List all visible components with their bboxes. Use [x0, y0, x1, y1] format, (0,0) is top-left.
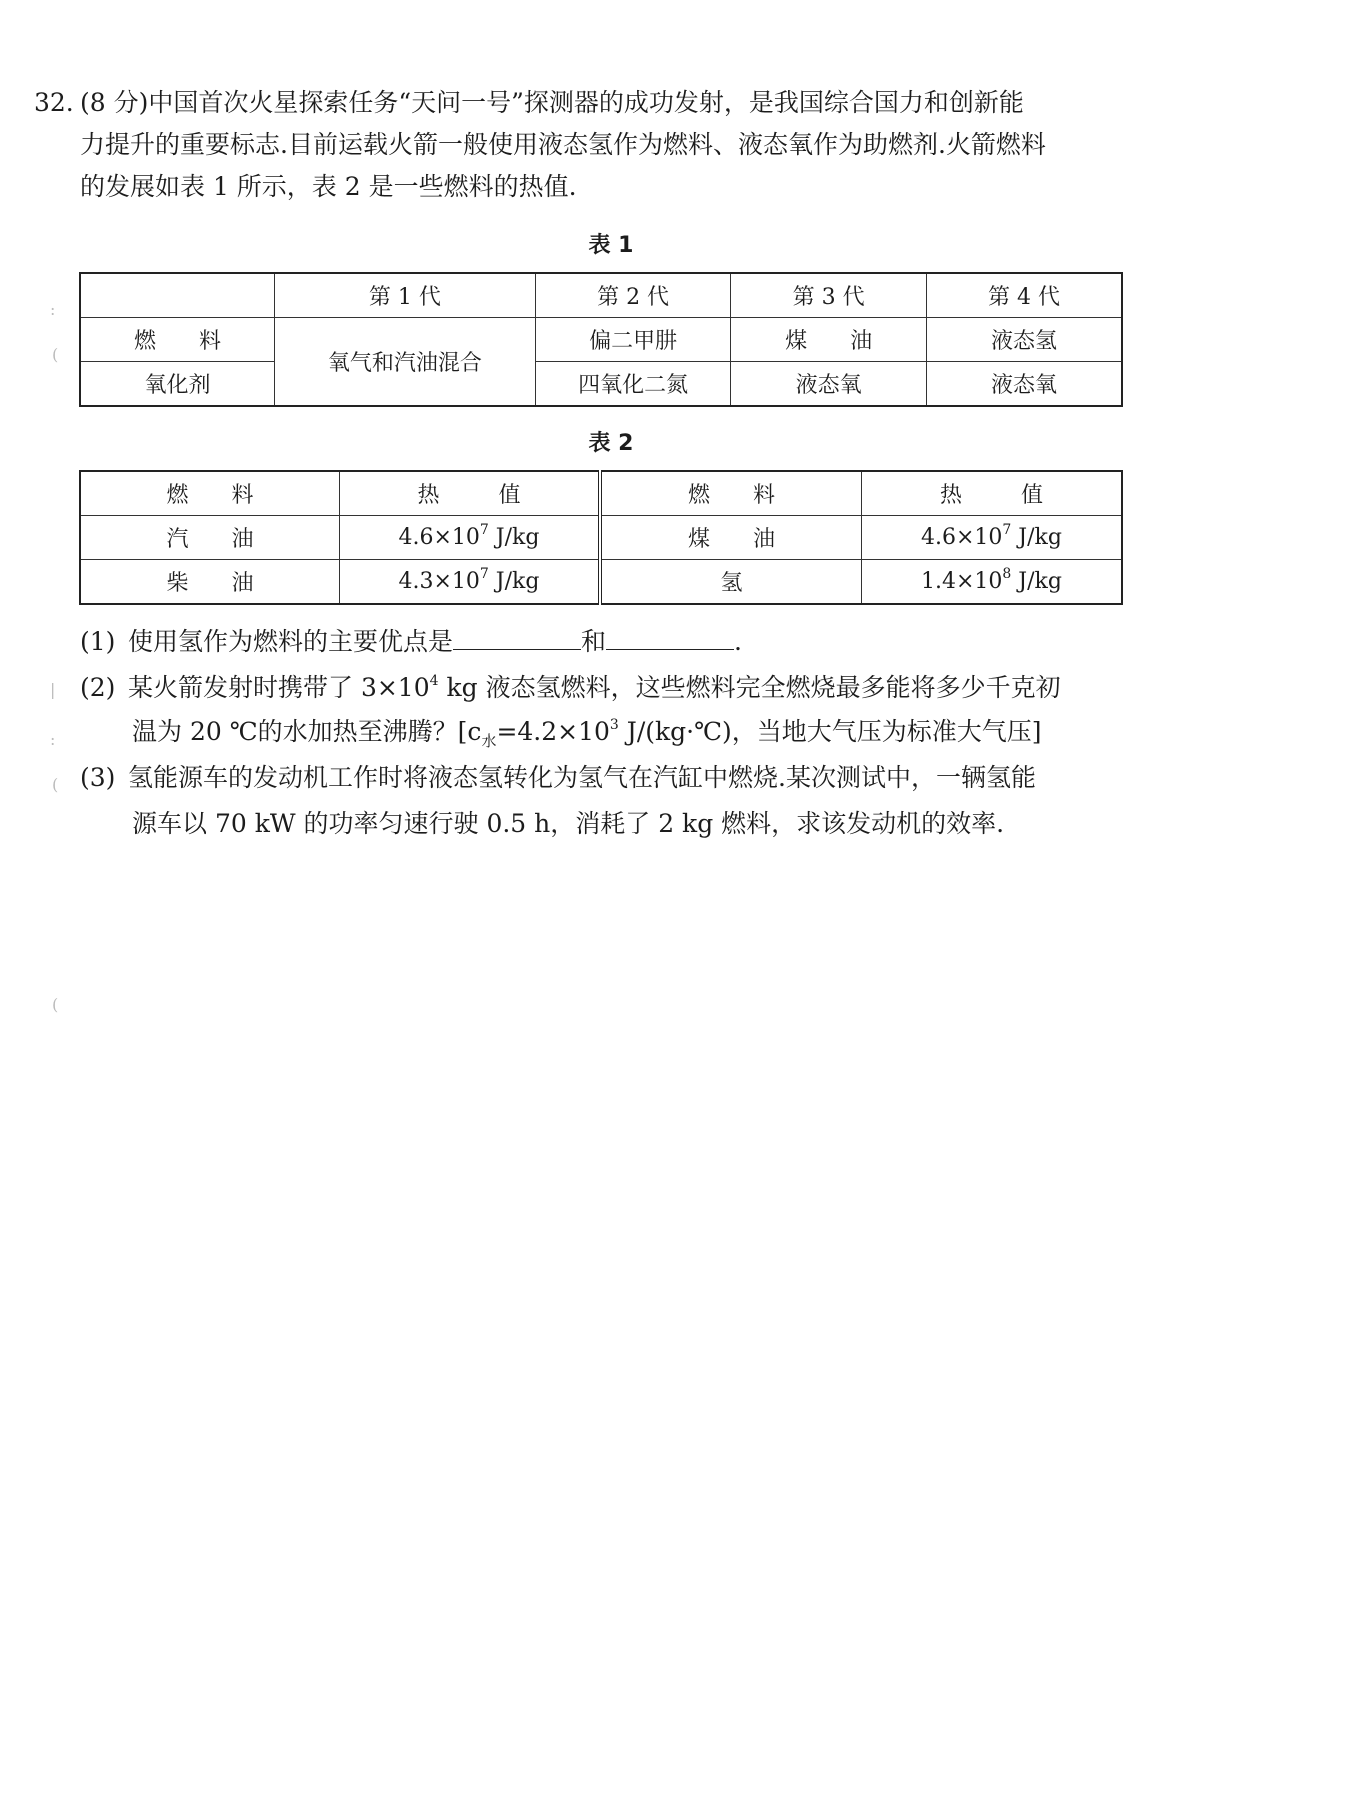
subquestion-2-line-2: 温为 20 ℃的水加热至沸腾？[$c_水=4.2\times 10^3$ J/(kg·℃)，当地大气压为标准大气压]: [132, 716, 1042, 750]
fuel-development-table: [79, 272, 1123, 407]
value-hydrogen: $1.4\times 10^8$ J/kg: [861, 560, 1122, 605]
subquestion-3-label: (3): [80, 763, 116, 792]
table-header-gen4: 第 4 代: [926, 273, 1122, 318]
question-number: 32.: [34, 88, 74, 117]
subquestion-3: (3) 氢能源车的发动机工作时将液态氢转化为氢气在汽缸中燃烧.某次测试中，一辆氢能: [80, 756, 1140, 800]
row-label-oxidizer: 氧化剂: [80, 362, 275, 407]
subquestion-3-line-2: 源车以 70 kW 的功率匀速行驶 0.5 h，消耗了 2 kg 燃料，求该发动机的效率.: [132, 809, 1005, 838]
cell-gen4-oxidizer: 液态氧: [926, 362, 1122, 407]
exam-page: : ( | : ( ( 32. (8 分)中国首次火星探索任务“天问一号”探测器的成功发射，是我国综合国力和创新能 力提升的重要标志.目前运载火箭一般使用液态氢作为燃料、液态氧作为助燃剂.火箭燃料 的发展如表 1 所示，表 2 是一些燃料的热值. 表 1 第 1 代 第 2 代 第 3 代 第 4 代 燃 料 氧气和汽油混合 偏二甲肼 煤 油 液态氢 氧化剂 四氧化二氮 液态氧 液态氧 表 2 燃 料 热 值 燃 料 热 值 汽 油 $4.6\times 10^7$ J/kg 煤 油 $4.6\times 10^7$ J/kg 柴 油 $4.3\times 10^7$ J/kg 氢 $1.4\times 10^8$ J/kg (1) 使用氢作为燃料的主要优点是 和 . (2) 某火箭发射时携带了 $3\times 10^4$ kg 液态氢燃料，这些燃料完全燃烧最多能将多少千克初 温为 20 ℃的水加热至沸腾？[$c_水=4.2\times 10^3$ J/(kg·℃)，当地大气压为标准大气压] (3) 氢能源车的发动机工作时将液态氢转化为氢气在汽缸中燃烧.某次测试中，一辆氢能 源车以 70 kW 的功率匀速行驶 0.5 h，消耗了 2 kg 燃料，求该发动机的效率.: [0, 0, 1350, 1818]
subquestion-1: (1) 使用氢作为燃料的主要优点是 和 .: [80, 620, 1140, 664]
table-row: [80, 273, 1122, 318]
fuel-diesel: 柴 油: [80, 560, 339, 605]
table-header-gen2: 第 2 代: [535, 273, 731, 318]
question-intro: [34, 82, 1134, 124]
header-fuel-left: 燃 料: [80, 471, 339, 516]
table2-caption: 表 2: [588, 431, 634, 456]
value-kerosene: $4.6\times 10^7$ J/kg: [861, 516, 1122, 560]
table-row: [80, 471, 1122, 516]
cell-gen3-fuel: 煤 油: [731, 318, 927, 362]
cell-gen1-merged: 氧气和汽油混合: [275, 318, 536, 407]
table-row: [80, 318, 1122, 362]
question-intro-line-1: (8 分)中国首次火星探索任务“天问一号”探测器的成功发射，是我国综合国力和创新能: [80, 88, 1024, 117]
table-row: [80, 362, 1122, 407]
table-header-gen1: 第 1 代: [275, 273, 536, 318]
cell-gen2-oxidizer: 四氧化二氮: [535, 362, 731, 407]
question-intro-line-3: 的发展如表 1 所示，表 2 是一些燃料的热值.: [80, 172, 577, 201]
heat-value-table: [79, 470, 1123, 605]
subquestion-2: (2) 某火箭发射时携带了 $3\times 10^4$ kg 液态氢燃料，这些燃料完全燃烧最多能将多少千克初: [80, 666, 1140, 710]
row-label-fuel: 燃 料: [80, 318, 275, 362]
value-diesel: $4.3\times 10^7$ J/kg: [339, 560, 600, 605]
subquestion-1-label: (1): [80, 627, 116, 656]
question-intro-line-2: 力提升的重要标志.目前运载火箭一般使用液态氢作为燃料、液态氧作为助燃剂.火箭燃料: [80, 130, 1046, 159]
answer-blank-2[interactable]: [606, 621, 734, 650]
header-fuel-right: 燃 料: [600, 471, 861, 516]
value-gasoline: $4.6\times 10^7$ J/kg: [339, 516, 600, 560]
cell-gen3-oxidizer: 液态氧: [731, 362, 927, 407]
subquestion-2-label: (2): [80, 673, 116, 702]
answer-blank-1[interactable]: [453, 621, 581, 650]
table-row: [80, 560, 1122, 605]
fuel-gasoline: 汽 油: [80, 516, 339, 560]
table-row: [80, 516, 1122, 560]
table1-caption: 表 1: [588, 233, 634, 258]
header-value-right: 热 值: [861, 471, 1122, 516]
header-value-left: 热 值: [339, 471, 600, 516]
cell-gen4-fuel: 液态氢: [926, 318, 1122, 362]
fuel-kerosene: 煤 油: [600, 516, 861, 560]
table-header-empty: [80, 273, 275, 318]
fuel-hydrogen: 氢: [600, 560, 861, 605]
cell-gen2-fuel: 偏二甲肼: [535, 318, 731, 362]
table-header-gen3: 第 3 代: [731, 273, 927, 318]
